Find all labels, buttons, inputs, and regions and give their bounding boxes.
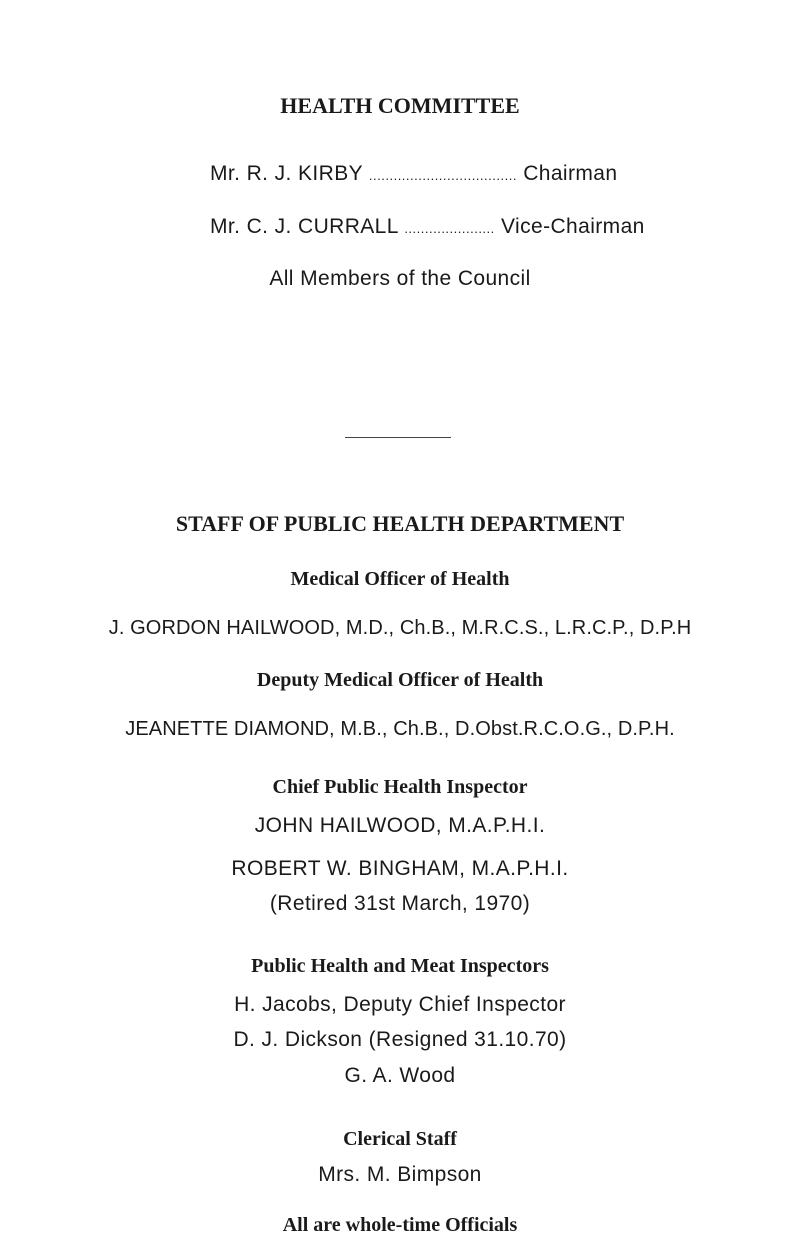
moh-name: J. GORDON HAILWOOD, M.D., Ch.B., M.R.C.S., L.R.C.P., D.P.H (108, 617, 692, 639)
vice-chairman-leader: ...................... (404, 221, 495, 236)
vice-chairman-name: Mr. C. J. CURRALL (210, 215, 399, 238)
committee-title: HEALTH COMMITTEE (280, 93, 520, 118)
section-heading-chief-inspector: Chief Public Health Inspector (272, 776, 528, 798)
section-divider (345, 437, 451, 438)
vice-chairman-line (210, 216, 645, 237)
chairman-leader: .................................... (368, 168, 517, 183)
retirement-note: (Retired 31st March, 1970) (269, 892, 531, 915)
chairman-role: Chairman (523, 162, 618, 185)
former-chief-inspector-name: ROBERT W. BINGHAM, M.A.P.H.I. (231, 857, 569, 880)
chairman-line (210, 163, 617, 184)
clerical-name: Mrs. M. Bimpson (318, 1163, 482, 1186)
footer-note: All are whole-time Officials (282, 1214, 518, 1236)
inspector-1: H. Jacobs, Deputy Chief Inspector (234, 993, 566, 1016)
vice-chairman-role: Vice-Chairman (501, 215, 645, 238)
inspector-2: D. J. Dickson (Resigned 31.10.70) (233, 1028, 567, 1051)
staff-title: STAFF OF PUBLIC HEALTH DEPARTMENT (175, 511, 625, 536)
section-heading-deputy-moh: Deputy Medical Officer of Health (256, 669, 544, 691)
deputy-moh-name: JEANETTE DIAMOND, M.B., Ch.B., D.Obst.R.C.O.G., D.P.H. (125, 718, 675, 740)
section-heading-inspectors: Public Health and Meat Inspectors (251, 955, 549, 977)
members-note: All Members of the Council (269, 267, 531, 290)
chief-inspector-name: JOHN HAILWOOD, M.A.P.H.I. (254, 814, 546, 837)
section-heading-moh: Medical Officer of Health (290, 568, 510, 590)
inspector-3: G. A. Wood (344, 1064, 456, 1087)
chairman-name: Mr. R. J. KIRBY (210, 162, 363, 185)
section-heading-clerical: Clerical Staff (343, 1128, 457, 1150)
